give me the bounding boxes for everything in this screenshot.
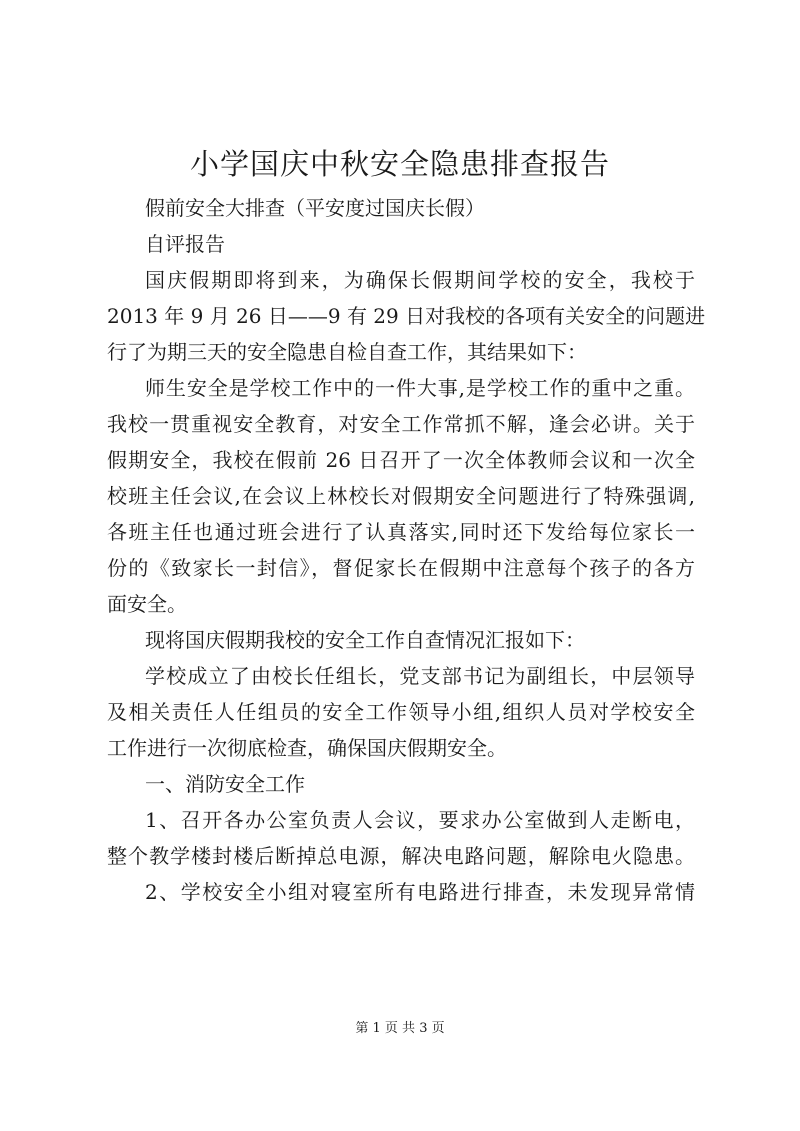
text-line: 行了为期三天的安全隐患自检自查工作，其结果如下： <box>107 340 587 364</box>
text-line: 份的《致家长一封信》，督促家长在假期中注意每个孩子的各方 <box>107 556 695 580</box>
text-line: 校班主任会议,在会议上林校长对假期安全问题进行了特殊强调, <box>107 484 695 508</box>
document-title: 小学国庆中秋安全隐患排查报告 <box>189 147 610 181</box>
text-line: 及相关责任人任组员的安全工作领导小组,组织人员对学校安全 <box>107 700 695 724</box>
text-line: 假期安全，我校在假前 26 日召开了一次全体教师会议和一次全 <box>107 448 695 472</box>
text-line: 我校一贯重视安全教育，对安全工作常抓不解，逢会必讲。关于 <box>107 412 695 436</box>
page-footer: 第 1 页 共 3 页 <box>355 1021 445 1036</box>
text-line: 师生安全是学校工作中的一件大事,是学校工作的重中之重。 <box>145 376 695 400</box>
text-line: 面安全。 <box>107 592 187 616</box>
text-line: 学校成立了由校长任组长，党支部书记为副组长，中层领导 <box>145 664 695 688</box>
text-line: 现将国庆假期我校的安全工作自查情况汇报如下： <box>145 628 585 652</box>
text-line: 工作进行一次彻底检查，确保国庆假期安全。 <box>107 736 507 760</box>
document-body <box>107 190 706 910</box>
text-line: 2013 年 9 月 26 日——9 有 29 日对我校的各项有关安全的问题进 <box>107 304 706 328</box>
text-line: 1、召开各办公室负责人会议，要求办公室做到人走断电， <box>145 808 695 832</box>
text-line: 各班主任也通过班会进行了认真落实,同时还下发给每位家长一 <box>107 520 695 544</box>
text-line: 2、学校安全小组对寝室所有电路进行排查，未发现异常情 <box>145 880 695 904</box>
text-line: 假前安全大排查（平安度过国庆长假） <box>145 196 485 220</box>
text-line: 国庆假期即将到来，为确保长假期间学校的安全，我校于 <box>145 268 695 292</box>
text-line: 整个教学楼封楼后断掉总电源，解决电路问题，解除电火隐患。 <box>107 844 695 868</box>
text-line: 自评报告 <box>145 232 225 256</box>
text-line: 一、消防安全工作 <box>145 772 305 796</box>
